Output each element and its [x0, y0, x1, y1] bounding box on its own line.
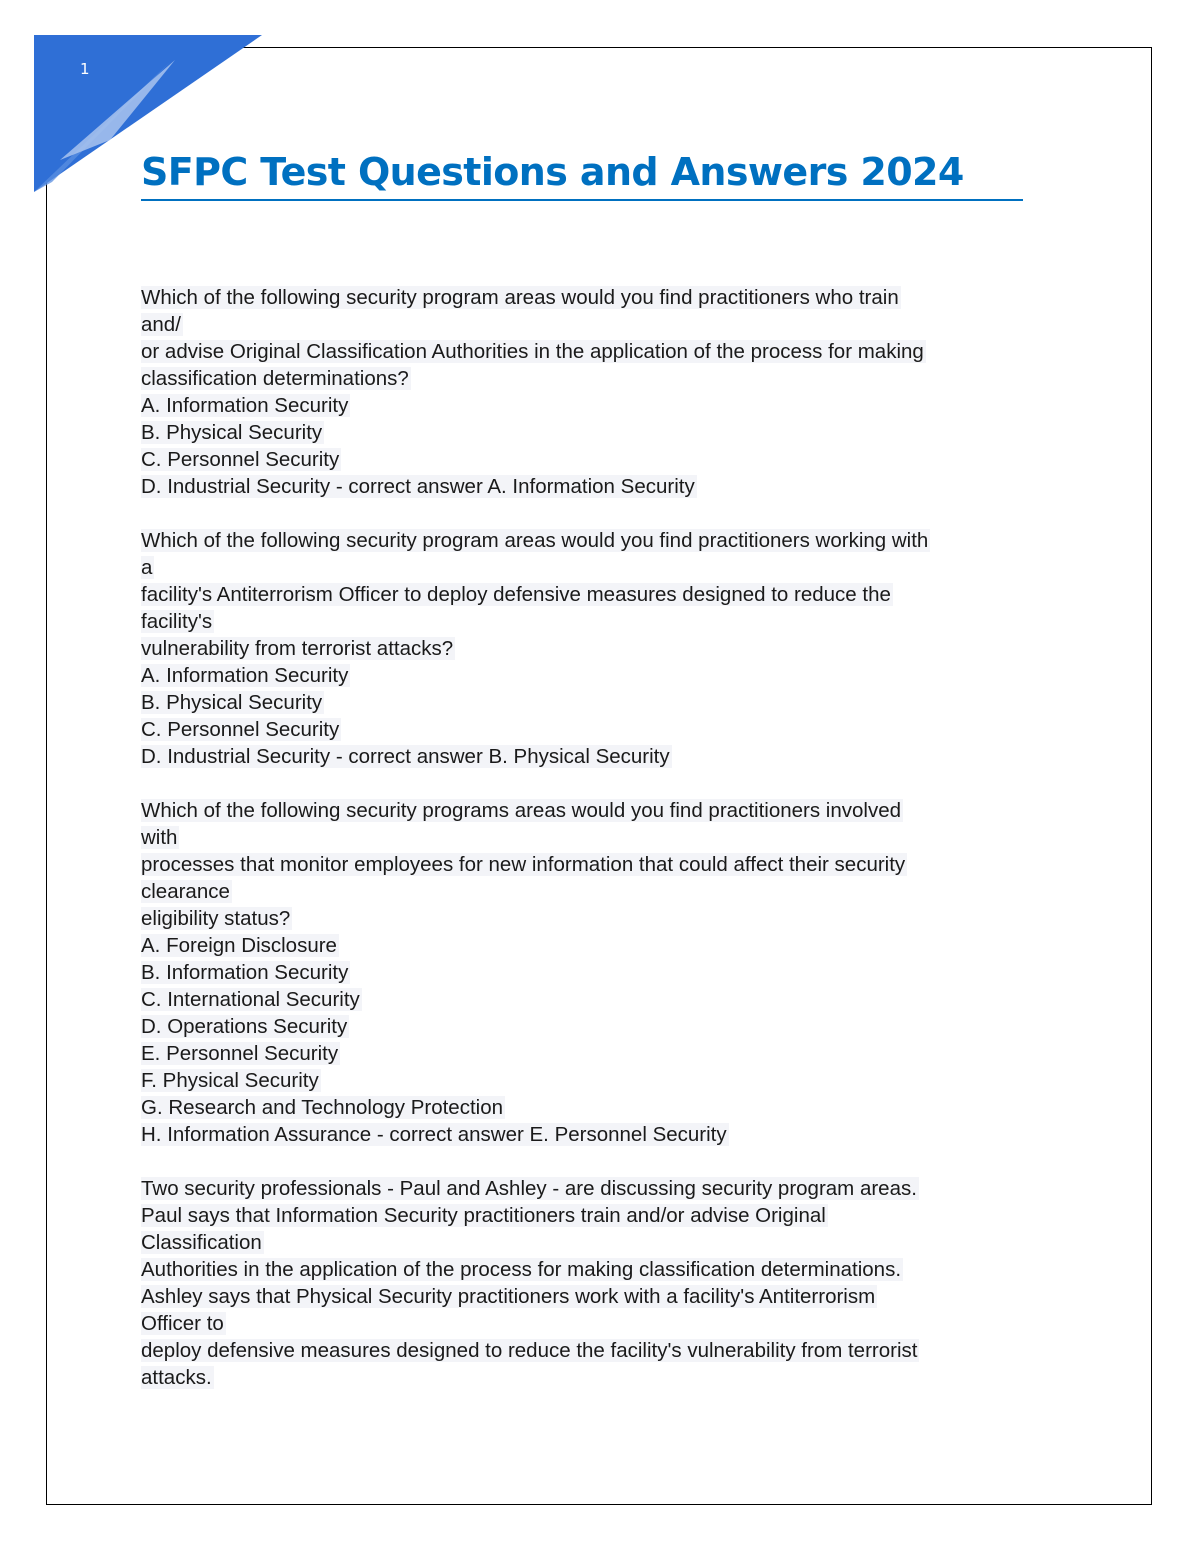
question-line: deploy defensive measures designed to reduce the facility's vulnerability from terrorist [141, 1339, 918, 1362]
option-line: C. International Security [141, 988, 360, 1011]
question-line: facility's Antiterrorism Officer to deploy defensive measures designed to reduce the [141, 583, 891, 606]
question-line: attacks. [141, 1366, 212, 1389]
question-line: Which of the following security programs areas would you find practitioners involved [141, 799, 902, 822]
question-line: and/ [141, 313, 181, 336]
question-line: or advise Original Classification Authorities in the application of the process for making [141, 340, 924, 363]
option-line: E. Personnel Security [141, 1042, 339, 1065]
option-line: B. Information Security [141, 961, 349, 984]
option-line: A. Information Security [141, 394, 349, 417]
question-line: Classification [141, 1231, 262, 1254]
option-line: A. Information Security [141, 664, 349, 687]
question-line: clearance [141, 880, 230, 903]
option-line: F. Physical Security [141, 1069, 319, 1092]
qa-block-3 [141, 797, 1101, 1148]
question-line: eligibility status? [141, 907, 291, 930]
page-number: 1 [80, 60, 90, 78]
option-line: C. Personnel Security [141, 448, 340, 471]
qa-block-2 [141, 527, 1101, 770]
title-underline [141, 199, 1023, 201]
qa-list [141, 284, 1101, 1418]
option-line: C. Personnel Security [141, 718, 340, 741]
question-line: Two security professionals - Paul and Ashley - are discussing security program areas. [141, 1177, 917, 1200]
question-line: Officer to [141, 1312, 224, 1335]
question-line: classification determinations? [141, 367, 409, 390]
qa-block-4 [141, 1175, 1101, 1391]
page-title: SFPC Test Questions and Answers 2024 [141, 150, 964, 194]
qa-block-1 [141, 284, 1101, 500]
answer-line: D. Industrial Security - correct answer A. Information Security [141, 475, 695, 498]
question-line: with [141, 826, 178, 849]
option-line: A. Foreign Disclosure [141, 934, 337, 957]
option-line: D. Operations Security [141, 1015, 348, 1038]
question-line: Ashley says that Physical Security practitioners work with a facility's Antiterrorism [141, 1285, 876, 1308]
question-line: vulnerability from terrorist attacks? [141, 637, 454, 660]
option-line: B. Physical Security [141, 421, 323, 444]
answer-line: D. Industrial Security - correct answer B. Physical Security [141, 745, 670, 768]
question-line: processes that monitor employees for new information that could affect their security [141, 853, 906, 876]
question-line: Which of the following security program areas would you find practitioners working with [141, 529, 929, 552]
question-line: Authorities in the application of the process for making classification determinations. [141, 1258, 902, 1281]
question-line: facility's [141, 610, 213, 633]
question-line: a [141, 556, 153, 579]
option-line: G. Research and Technology Protection [141, 1096, 504, 1119]
question-line: Paul says that Information Security practitioners train and/or advise Original [141, 1204, 826, 1227]
question-line: Which of the following security program areas would you find practitioners who train [141, 286, 899, 309]
answer-line: H. Information Assurance - correct answer E. Personnel Security [141, 1123, 727, 1146]
option-line: B. Physical Security [141, 691, 323, 714]
